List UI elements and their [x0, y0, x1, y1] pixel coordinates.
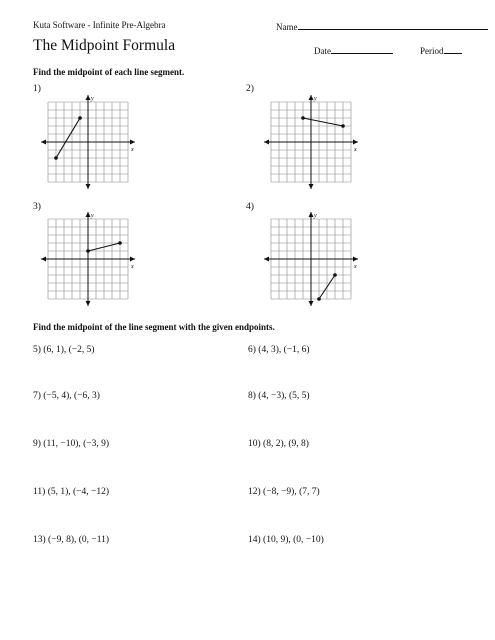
y-axis-arrow-up [86, 95, 91, 100]
problem-endpoints: (−9, 8), (0, −11) [48, 535, 110, 545]
endpoint [333, 273, 337, 277]
coordinate-graph [38, 209, 138, 309]
endpoint [86, 249, 90, 253]
problem-endpoints: (4, −3), (5, 5) [258, 391, 310, 401]
section2-instructions: Find the midpoint of the line segment with the given endpoints. [33, 322, 275, 332]
y-axis-arrow-down [86, 301, 91, 306]
problem-endpoints: (4, 3), (−1, 6) [258, 345, 310, 355]
problem-number: 6) [248, 345, 256, 355]
y-axis-label: y [314, 213, 317, 219]
problem-9 [33, 439, 109, 449]
date-field[interactable] [314, 44, 393, 56]
x-axis-arrow-right [353, 140, 358, 145]
problem-number: 11) [33, 487, 46, 497]
x-axis-label: x [131, 147, 134, 153]
coordinate-graph [38, 92, 138, 192]
coordinate-graph [261, 92, 361, 192]
endpoint [341, 124, 345, 128]
y-axis-arrow-up [309, 212, 314, 217]
problem-number: 10) [248, 439, 261, 449]
y-axis-arrow-up [309, 95, 314, 100]
x-axis-arrow-left [264, 140, 269, 145]
y-axis-arrow-down [309, 184, 314, 189]
x-axis-label: x [131, 264, 134, 270]
endpoint [78, 116, 82, 120]
problem-number: 7) [33, 391, 41, 401]
x-axis-arrow-left [41, 140, 46, 145]
period-field[interactable] [420, 44, 462, 56]
problem-5 [33, 345, 95, 355]
name-blank[interactable] [298, 20, 488, 30]
problem-number: 13) [33, 535, 46, 545]
problem-number: 2) [246, 84, 254, 94]
problem-endpoints: (5, 1), (−4, −12) [47, 487, 110, 497]
x-axis-arrow-right [130, 257, 135, 262]
x-axis-arrow-left [264, 257, 269, 262]
endpoint [317, 297, 321, 301]
section1-instructions: Find the midpoint of each line segment. [33, 67, 185, 77]
problem-endpoints: (8, 2), (9, 8) [263, 439, 309, 449]
problem-endpoints: (6, 1), (−2, 5) [43, 345, 95, 355]
problem-6 [248, 345, 310, 355]
problem-number: 8) [248, 391, 256, 401]
x-axis-label: x [354, 264, 357, 270]
problem-11 [33, 487, 109, 497]
date-label: Date [314, 46, 331, 56]
problem-endpoints: (10, 9), (0, −10) [263, 535, 324, 545]
problem-12 [248, 487, 320, 497]
x-axis-arrow-right [130, 140, 135, 145]
page-title: The Midpoint Formula [33, 37, 176, 54]
endpoint [301, 116, 305, 120]
problem-endpoints: (−8, −9), (7, 7) [263, 487, 320, 497]
problem-number: 4) [246, 202, 254, 212]
endpoint [118, 241, 122, 245]
publisher-text: Kuta Software - Infinite Pre-Algebra [33, 20, 166, 30]
y-axis-label: y [91, 213, 94, 219]
problem-number: 14) [248, 535, 261, 545]
problem-number: 9) [33, 439, 41, 449]
problem-10 [248, 439, 309, 449]
x-axis-arrow-right [353, 257, 358, 262]
line-segment [56, 118, 80, 158]
endpoint [54, 156, 58, 160]
date-blank[interactable] [331, 44, 393, 54]
problem-endpoints: (−5, 4), (−6, 3) [43, 391, 100, 401]
line-segment [303, 118, 343, 126]
problem-number: 12) [248, 487, 261, 497]
period-label: Period [420, 46, 444, 56]
x-axis-label: x [354, 147, 357, 153]
problem-13 [33, 535, 109, 545]
problem-7 [33, 391, 100, 401]
x-axis-arrow-left [41, 257, 46, 262]
y-axis-arrow-down [309, 301, 314, 306]
y-axis-arrow-up [86, 212, 91, 217]
y-axis-label: y [91, 96, 94, 102]
name-label: Name [276, 22, 298, 32]
coordinate-graph [261, 209, 361, 309]
period-blank[interactable] [444, 44, 462, 54]
problem-endpoints: (11, −10), (−3, 9) [43, 439, 110, 449]
problem-14 [248, 535, 324, 545]
name-field[interactable] [276, 20, 488, 32]
problem-8 [248, 391, 310, 401]
y-axis-arrow-down [86, 184, 91, 189]
problem-number: 3) [33, 202, 41, 212]
problem-number: 5) [33, 345, 41, 355]
problem-number: 1) [33, 84, 41, 94]
y-axis-label: y [314, 96, 317, 102]
